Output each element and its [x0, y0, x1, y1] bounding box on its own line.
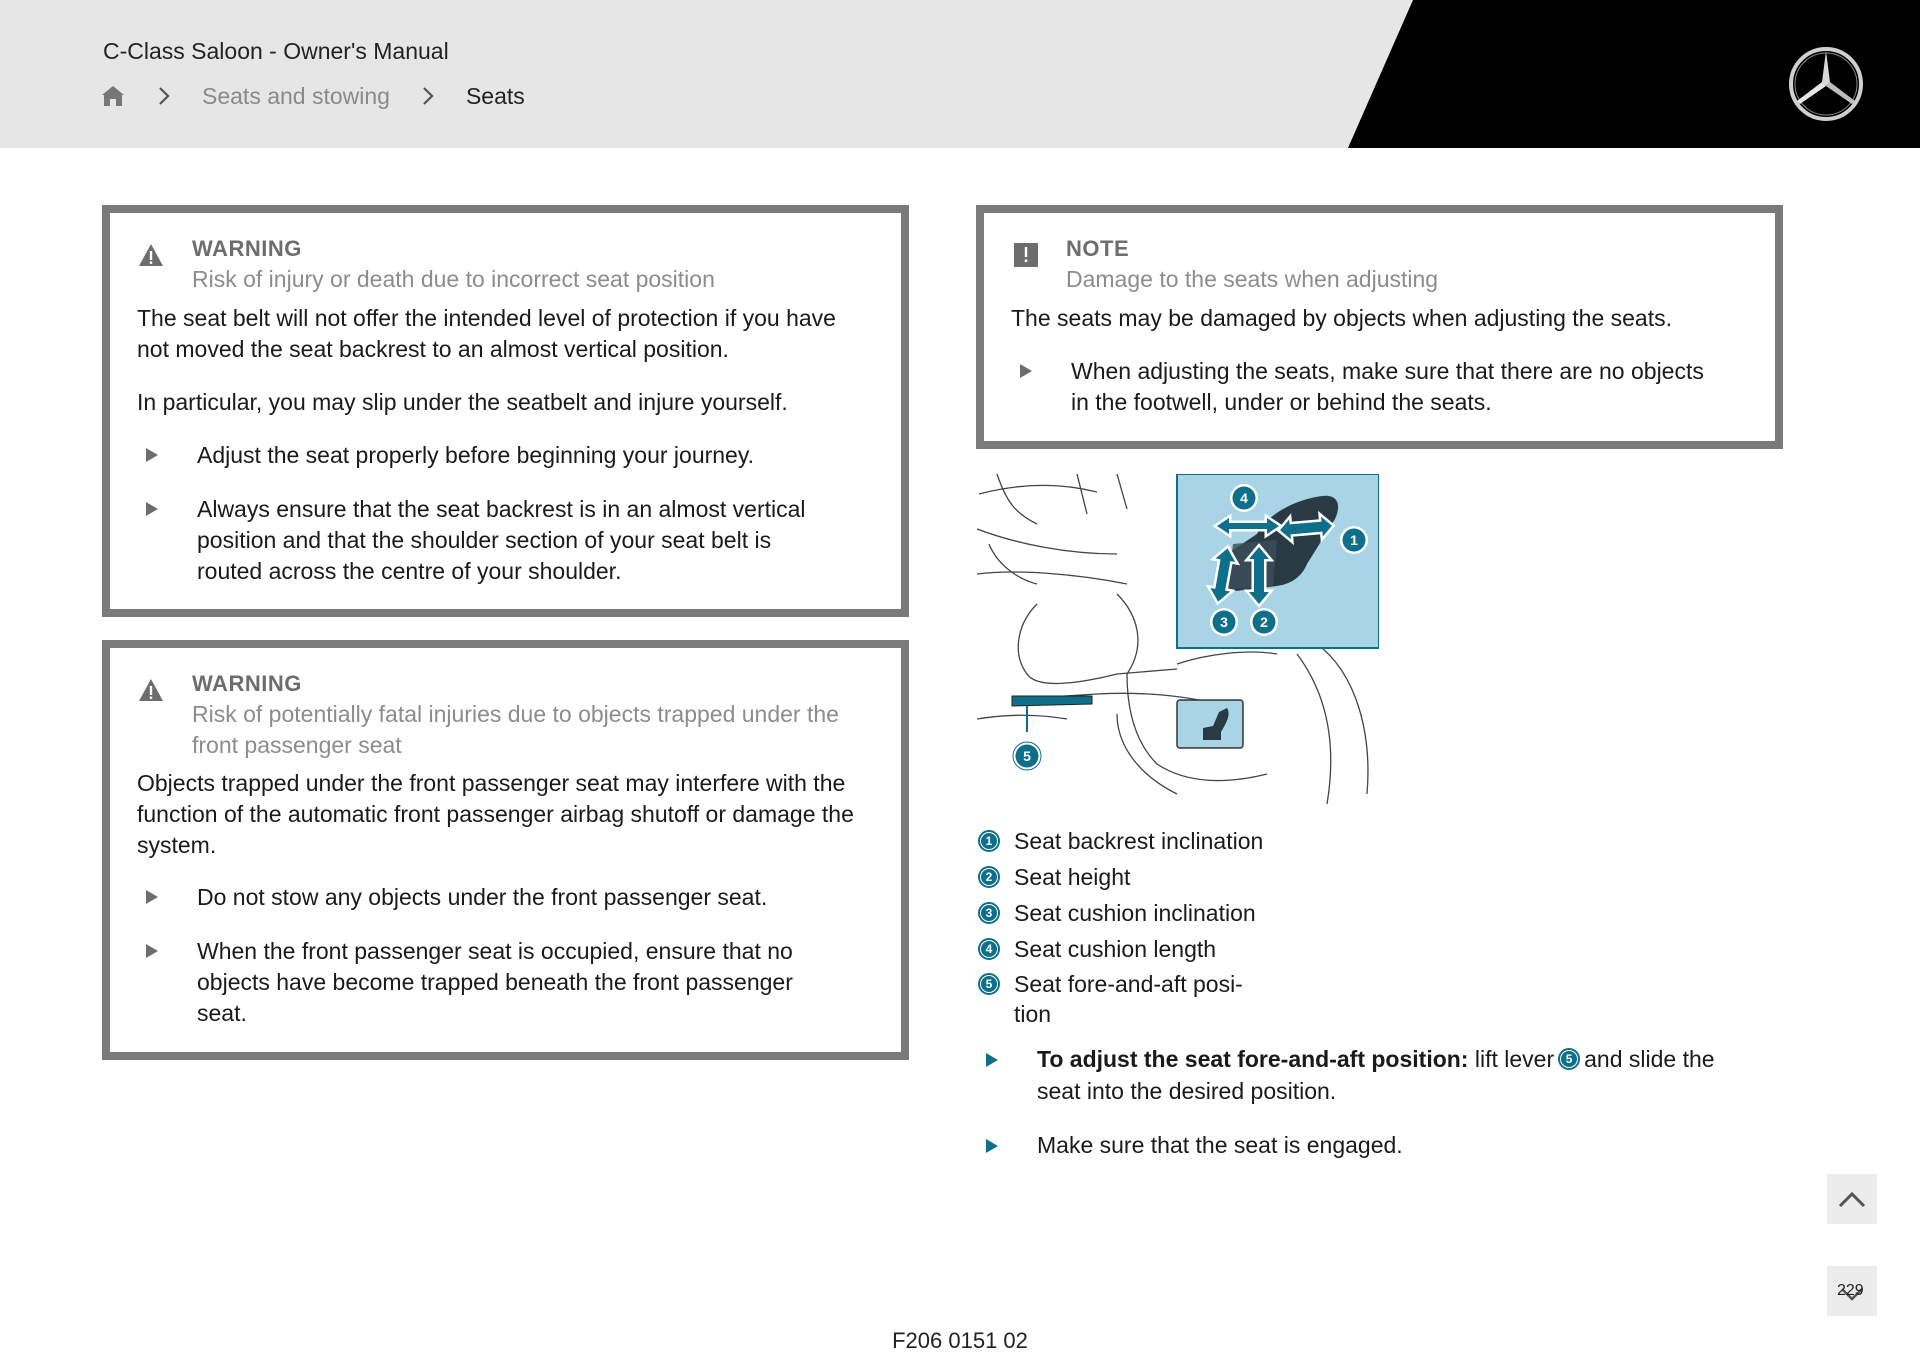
chevron-right-icon	[154, 83, 174, 109]
svg-text:3: 3	[1220, 614, 1228, 630]
instruction-step: To adjust the seat fore-and-aft position: lift lever 5 and slide the seat into the desired position.	[1037, 1046, 1715, 1104]
page-number: 229	[1837, 1282, 1864, 1299]
warning-bullet: When the front passenger seat is occupied, ensure that no objects have become trapped beneath the front passenger seat.	[197, 938, 793, 1026]
figure-callout-2	[1250, 608, 1278, 636]
legend-item: 4 Seat cushion length	[978, 934, 1216, 964]
chevron-right-icon	[418, 83, 438, 109]
bullet-arrow-icon	[985, 1052, 999, 1068]
warning-triangle-icon	[138, 677, 164, 703]
figure-code: F206 0151 02	[892, 1328, 1028, 1353]
chevron-up-icon	[1837, 1189, 1867, 1209]
bullet-arrow-icon	[145, 943, 159, 959]
svg-text:4: 4	[1240, 490, 1248, 506]
warning-text: Objects trapped under the front passenger seat may interfere with the function of the automatic front passenger airbag shutoff or damage the system.	[137, 770, 854, 858]
scroll-up-button[interactable]	[1827, 1174, 1877, 1224]
figure-callout-4	[1230, 484, 1258, 512]
figure-callout-5	[1013, 742, 1041, 770]
warning-subtitle: Risk of potentially fatal injuries due to objects trapped under the front passenger seat	[192, 701, 839, 758]
breadcrumb-current: Seats	[465, 82, 525, 109]
breadcrumb	[100, 80, 525, 112]
legend-item: 3 Seat cushion inclination	[978, 898, 1256, 928]
warning-text: In particular, you may slip under the seatbelt and injure yourself.	[137, 389, 788, 415]
legend-item: 2 Seat height	[978, 862, 1130, 892]
note-subtitle: Damage to the seats when adjusting	[1066, 266, 1439, 292]
seat-adjustment-illustration	[977, 474, 1379, 804]
header-black-band	[0, 0, 1920, 148]
warning-bullet: Always ensure that the seat backrest is in an almost vertical position and that the shoulder section of your seat belt is routed across the centre of your shoulder.	[197, 496, 806, 584]
home-icon[interactable]	[100, 83, 126, 109]
instruction-step: Make sure that the seat is engaged.	[1037, 1132, 1403, 1158]
note-bullet: When adjusting the seats, make sure that there are no objects in the footwell, under or behind the seats.	[1071, 358, 1704, 415]
callout-badge: 5	[1558, 1048, 1580, 1070]
svg-text:2: 2	[1260, 614, 1268, 630]
svg-text:1: 1	[1350, 532, 1358, 548]
warning-subtitle: Risk of injury or death due to incorrect seat position	[192, 266, 715, 292]
note-text: The seats may be damaged by objects when adjusting the seats.	[1011, 305, 1673, 331]
figure-callout-1	[1340, 526, 1368, 554]
callout-badge: 5	[978, 973, 1000, 995]
warning-label: WARNING	[192, 671, 302, 696]
callout-badge: 4	[978, 938, 1000, 960]
scroll-down-button[interactable]	[1827, 1266, 1877, 1316]
manual-title: C-Class Saloon - Owner's Manual	[103, 38, 449, 64]
callout-badge: 2	[978, 866, 1000, 888]
svg-text:5: 5	[1023, 748, 1031, 764]
legend-item: 1 Seat backrest inclination	[978, 826, 1263, 856]
bullet-arrow-icon	[985, 1138, 999, 1154]
note-label: NOTE	[1066, 236, 1130, 261]
bullet-arrow-icon	[145, 501, 159, 517]
note-exclamation-icon	[1013, 242, 1039, 268]
legend-item: 5 Seat fore-and-aft posi- tion	[978, 969, 1243, 1033]
warning-triangle-icon	[138, 242, 164, 268]
figure-callout-3	[1210, 608, 1238, 636]
breadcrumb-section-link[interactable]: Seats and stowing	[202, 82, 390, 109]
warning-text: The seat belt will not offer the intended level of protection if you have not moved the seat backrest to an almost vertical position.	[137, 305, 836, 362]
callout-badge: 3	[978, 902, 1000, 924]
mercedes-star-logo	[1788, 46, 1864, 122]
bullet-arrow-icon	[1019, 363, 1033, 379]
warning-label: WARNING	[192, 236, 302, 261]
warning-bullet: Do not stow any objects under the front passenger seat.	[197, 884, 768, 910]
bullet-arrow-icon	[145, 889, 159, 905]
callout-badge: 1	[978, 830, 1000, 852]
warning-bullet: Adjust the seat properly before beginning your journey.	[197, 442, 755, 468]
bullet-arrow-icon	[145, 447, 159, 463]
